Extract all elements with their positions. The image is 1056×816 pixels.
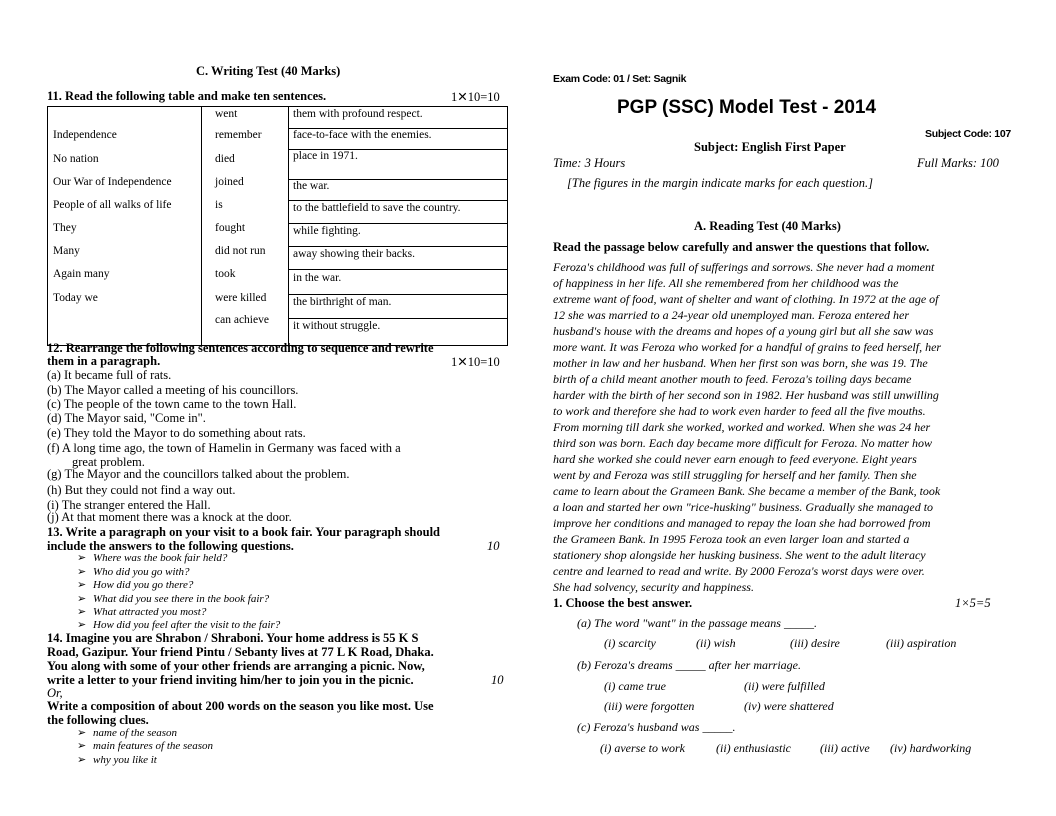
table-cell-col2: is: [215, 199, 223, 211]
q1b-option: (iv) were shattered: [744, 699, 834, 713]
arrow-bullet-icon: ➢: [77, 618, 87, 631]
q1a-option: (ii) wish: [696, 636, 736, 650]
q1b-option: (iii) were forgotten: [604, 699, 695, 713]
q14-line2: Road, Gazipur. Your friend Pintu / Sebanty lives at 77 L K Road, Dhaka.: [47, 645, 434, 659]
table-cell-col3: face-to-face with the enemies.: [293, 129, 432, 141]
table-cell-col3: them with profound respect.: [293, 108, 423, 120]
sentence-table: [47, 106, 508, 346]
passage-line: a loan and started her own "rice-husking" business. Gradually she managed to: [553, 500, 934, 514]
passage-line: birth of a child meant another mouth to feed. Feroza's toiling days became: [553, 372, 912, 386]
q13-title-line2: include the answers to the following questions.: [47, 539, 294, 553]
margin-note: [The figures in the margin indicate marks for each question.]: [567, 176, 873, 190]
q11-title: 11. Read the following table and make ten sentences.: [47, 89, 327, 103]
q1b-question: (b) Feroza's dreams _____ after her marriage.: [577, 658, 801, 672]
arrow-bullet-icon: ➢: [77, 592, 87, 605]
table-cell-col3: in the war.: [293, 272, 342, 284]
table-cell-col2: fought: [215, 222, 246, 234]
q1a-option: (i) scarcity: [604, 636, 656, 650]
q14-line3: You along with some of your other friends are arranging a picnic. Now,: [47, 659, 425, 673]
table-cell-col1: Our War of Independence: [53, 176, 172, 188]
q1a-option: (iii) desire: [790, 636, 840, 650]
q14-alt-line1: Write a composition of about 200 words on the season you like most. Use: [47, 699, 434, 713]
exam-code: Exam Code: 01 / Set: Sagnik: [553, 73, 687, 85]
table-cell-col2: took: [215, 268, 236, 280]
q13-marks: 10: [487, 539, 500, 553]
q12-item: (h) But they could not find a way out.: [47, 483, 236, 497]
passage-line: hard she worked she could never earn enough to feed everyone. Eight years: [553, 452, 917, 466]
passage-line: Feroza's childhood was full of sufferings and sorrows. She never had a moment: [553, 260, 935, 274]
q12-item: (f) A long time ago, the town of Hamelin in Germany was faced with a: [47, 441, 401, 455]
passage-line: improve her conditions and managed to repay the loan she had borrowed from: [553, 516, 931, 530]
time: Time: 3 Hours: [553, 156, 626, 170]
q12-item: (b) The Mayor called a meeting of his councillors.: [47, 383, 299, 397]
passage-line: third son was born. Each day became more difficult for Feroza. No matter how: [553, 436, 932, 450]
q13-bullet: ➢ Where was the book fair held?: [77, 551, 228, 564]
q1b-option: (ii) were fulfilled: [744, 679, 825, 693]
q14-alt-line2: the following clues.: [47, 713, 149, 727]
q1-marks: 1×5=5: [955, 596, 991, 610]
subject-code: Subject Code: 107: [925, 128, 1011, 140]
q13-bullet: ➢ What attracted you most?: [77, 605, 207, 618]
table-cell-col3: the war.: [293, 180, 330, 192]
arrow-bullet-icon: ➢: [77, 565, 87, 578]
passage-line: the Grameen Bank. In 1995 Feroza took an even larger loan and started a: [553, 532, 910, 546]
q14-bullet: ➢ main features of the season: [77, 739, 213, 752]
table-cell-col1: People of all walks of life: [53, 199, 172, 211]
q12-item: (a) It became full of rats.: [47, 368, 172, 382]
q13-bullet: ➢ What did you see there in the book fair?: [77, 592, 270, 605]
passage-line: From morning till dark she worked, worked and worked. When she was 24 her: [553, 420, 931, 434]
q12-item: (d) The Mayor said, "Come in".: [47, 411, 206, 425]
passage-line: more want. It was Feroza who worked for a handful of grains to feed herself, her: [553, 340, 942, 354]
passage-line: went by and Feroza was still struggling for herself and her family. Then she: [553, 468, 917, 482]
q13-title-line1: 13. Write a paragraph on your visit to a book fair. Your paragraph should: [47, 525, 441, 539]
q12-item: (e) They told the Mayor to do something about rats.: [47, 426, 306, 440]
q1c-option: (iv) hardworking: [890, 741, 972, 755]
q1c-question: (c) Feroza's husband was _____.: [577, 720, 736, 734]
arrow-bullet-icon: ➢: [77, 551, 87, 564]
arrow-bullet-icon: ➢: [77, 605, 87, 618]
passage-line: of happiness in her life. All she remembered from her childhood was the: [553, 276, 899, 290]
q1a-option: (iii) aspiration: [886, 636, 957, 650]
table-cell-col2: were killed: [215, 292, 267, 304]
arrow-bullet-icon: ➢: [77, 726, 87, 739]
table-cell-col1: They: [53, 222, 77, 234]
table-cell-col1: No nation: [53, 153, 99, 165]
arrow-bullet-icon: ➢: [77, 578, 87, 591]
q14-marks: 10: [491, 673, 504, 687]
table-cell-col3: away showing their backs.: [293, 248, 415, 260]
q12-item: (i) The stranger entered the Hall.: [47, 498, 211, 512]
q12-marks: 1✕10=10: [451, 355, 500, 369]
q13-bullet: ➢ How did you feel after the visit to the fair?: [77, 618, 281, 631]
passage-line: 12 she was married to a 24-year old unemployed man. Feroza entered her: [553, 308, 910, 322]
main-title: PGP (SSC) Model Test - 2014: [617, 97, 877, 118]
q12-title-line1: 12. Rearrange the following sentences according to sequence and rewrite: [47, 341, 434, 355]
table-cell-col3: it without struggle.: [293, 320, 381, 332]
q13-bullet: ➢ How did you go there?: [77, 578, 194, 591]
table-cell-col1: Again many: [53, 268, 110, 280]
q11-marks: 1✕10=10: [451, 90, 500, 104]
writing-section-title: C. Writing Test (40 Marks): [196, 64, 341, 78]
table-cell-col2: did not run: [215, 245, 266, 257]
passage-line: harder with the birth of her second son in 1982. Her husband was still unwilling: [553, 388, 939, 402]
table-cell-col2: joined: [215, 176, 244, 188]
q14-bullet: ➢ why you like it: [77, 753, 157, 766]
table-cell-col1: Today we: [53, 292, 98, 304]
table-cell-col2: remember: [215, 129, 262, 141]
q1c-option: (iii) active: [820, 741, 870, 755]
q12-item: (c) The people of the town came to the town Hall.: [47, 397, 297, 411]
q1c-option: (ii) enthusiastic: [716, 741, 791, 755]
q12-title-line2: them in a paragraph.: [47, 354, 161, 368]
q12-item-cont: great problem.: [72, 455, 145, 469]
q13-bullet: ➢ Who did you go with?: [77, 565, 190, 578]
table-cell-col1: Independence: [53, 129, 117, 141]
subject: Subject: English First Paper: [694, 140, 846, 154]
reading-instruction: Read the passage below carefully and answer the questions that follow.: [553, 240, 930, 254]
q12-item: (j) At that moment there was a knock at the door.: [47, 510, 292, 524]
table-cell-col3: the birthright of man.: [293, 296, 392, 308]
q14-or: Or,: [47, 686, 63, 700]
passage-line: She had solvency, security and happiness.: [553, 580, 754, 594]
table-cell-col2: can achieve: [215, 314, 269, 326]
table-cell-col3: while fighting.: [293, 225, 361, 237]
passage-line: mother in law and her husband. When her first son was born, she was 19. The: [553, 356, 928, 370]
passage-line: centre and learned to read and write. By 2000 Feroza's worst days were over.: [553, 564, 925, 578]
q14-line1: 14. Imagine you are Shrabon / Shraboni. Your home address is 55 K S: [47, 631, 419, 645]
arrow-bullet-icon: ➢: [77, 753, 87, 766]
arrow-bullet-icon: ➢: [77, 739, 87, 752]
q14-line4: write a letter to your friend inviting him/her to join you in the picnic.: [47, 673, 414, 687]
q1b-option: (i) came true: [604, 679, 666, 693]
q1c-option: (i) averse to work: [600, 741, 685, 755]
table-cell-col3: place in 1971.: [293, 150, 358, 162]
table-cell-col2: died: [215, 153, 235, 165]
passage-line: extreme want of food, want of shelter and want of clothing. In 1972 at the age of: [553, 292, 939, 306]
passage-line: husband's house with the dreams and hopes of a young girl but all she saw was: [553, 324, 934, 338]
table-cell-col1: Many: [53, 245, 80, 257]
full-marks: Full Marks: 100: [917, 156, 999, 170]
passage-line: came to learn about the Grameen Bank. She became a member of the Bank, took: [553, 484, 941, 498]
passage-line: stationery shop alongside her husking business. She went to the adult literacy: [553, 548, 926, 562]
table-cell-col3: to the battlefield to save the country.: [293, 202, 461, 214]
q14-bullet: ➢ name of the season: [77, 726, 178, 739]
reading-section-title: A. Reading Test (40 Marks): [694, 219, 841, 233]
table-cell-col2: went: [215, 108, 238, 120]
q1-title: 1. Choose the best answer.: [553, 596, 693, 610]
q12-item: (g) The Mayor and the councillors talked about the problem.: [47, 467, 350, 481]
q1a-question: (a) The word "want" in the passage means _____.: [577, 616, 817, 630]
passage-line: to work and therefore she had to work even harder to feed all the five mouths.: [553, 404, 926, 418]
